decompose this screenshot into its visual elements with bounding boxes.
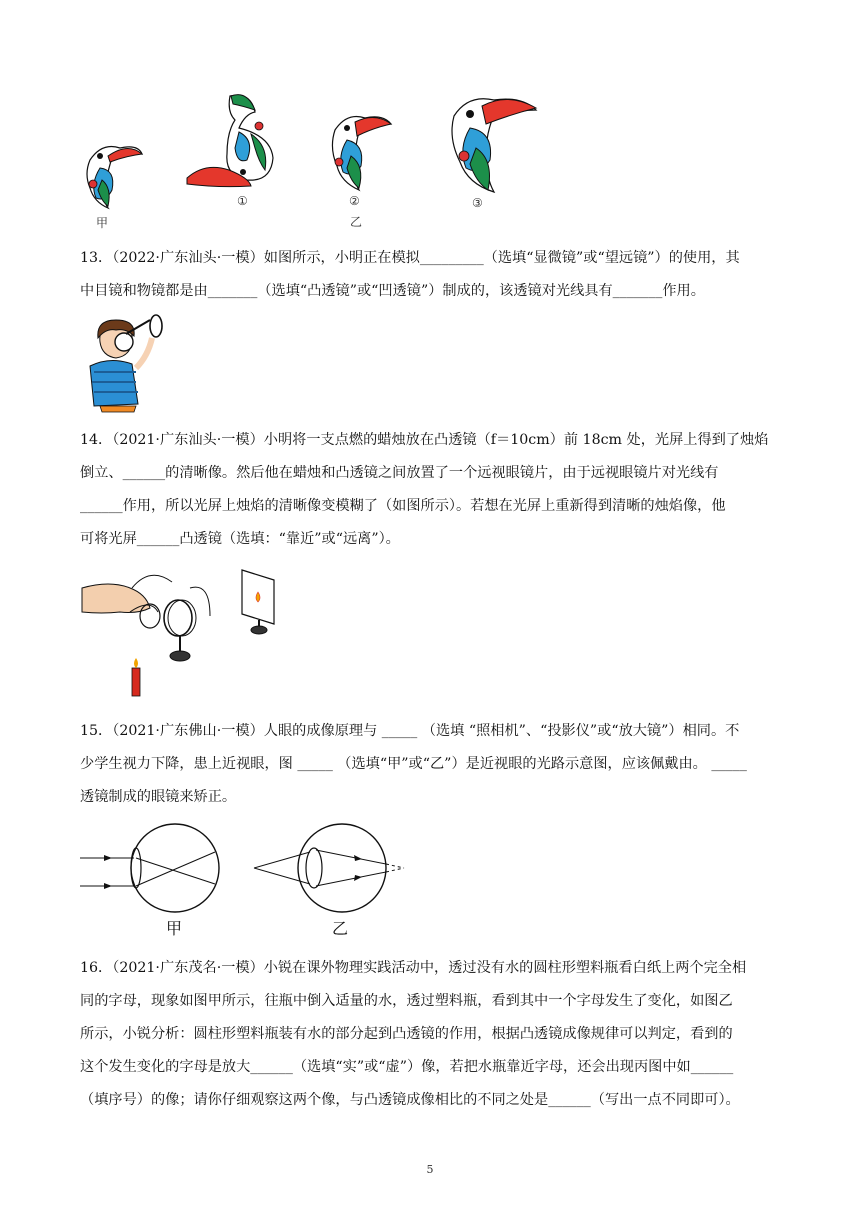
eye-diagram-jia [80, 822, 220, 914]
question-16 [80, 952, 780, 1117]
q16-line-4: 这个发生变化的字母是放大______（选填“实”或“虚”）像，若把水瓶靠近字母，还会出现丙图中如______ [80, 1059, 734, 1075]
bird-figure-3 [442, 92, 538, 194]
q15-line-1: 15．（2021·广东佛山·一模）人眼的成像原理与 _____ （选填 “照相机”、“投影仪”或“放大镜”）相同。不 [80, 723, 740, 739]
boy-with-lenses-figure [80, 316, 170, 412]
q15-line-3: 透镜制成的眼镜来矫正。 [80, 789, 237, 805]
q14-line-2: 倒立、______的清晰像。然后他在蜡烛和凸透镜之间放置了一个远视眼镜片，由于远视眼镜片对光线有 [80, 465, 719, 481]
question-13 [80, 242, 780, 308]
q13-line-1: 13．（2022·广东汕头·一模）如图所示，小明正在模拟_________（选填“显微镜”或“望远镜”）的使用，其 [80, 250, 740, 266]
q14-line-1: 14．（2021·广东汕头·一模）小明将一支点燃的蜡烛放在凸透镜（f＝10cm）前 18cm 处，光屏上得到了烛焰 [80, 432, 769, 448]
question-14 [80, 424, 780, 556]
bird-figure-yi [325, 110, 395, 192]
q14-line-3: ______作用，所以光屏上烛焰的清晰像变模糊了（如图所示）。若想在光屏上重新得到清晰的烛焰像，他 [80, 498, 726, 514]
label-jia-q12: 甲 [96, 216, 109, 230]
candle-lens-screen-figure [80, 568, 300, 698]
page-number: 5 [426, 1163, 434, 1176]
q13-line-2: 中目镜和物镜都是由_______（选填“凸透镜”或“凹透镜”）制成的，该透镜对光线具有_______作用。 [80, 283, 705, 299]
q16-line-1: 16．（2021·广东茂名·一模）小锐在课外物理实践活动中，透过没有水的圆柱形塑料瓶看白纸上两个完全相 [80, 960, 747, 976]
eye-diagram-yi [252, 822, 412, 914]
label-yi-q15: 乙 [332, 919, 349, 938]
q15-line-2: 少学生视力下降，患上近视眼，图 _____ （选填“甲”或“乙”）是近视眼的光路示意图，应该佩戴由。 _____ [80, 756, 747, 772]
label-jia-q15: 甲 [166, 919, 183, 938]
label-1-q12: ① [237, 194, 248, 208]
q16-line-2: 同的字母，现象如图甲所示，往瓶中倒入适量的水，透过塑料瓶，看到其中一个字母发生了变化，如图乙 [80, 993, 733, 1009]
bird-figure-1 [185, 92, 280, 192]
q16-line-5: （填序号）的像；请你仔细观察这两个像，与凸透镜成像相比的不同之处是______（写出一点不同即可）。 [80, 1092, 740, 1108]
question-15 [80, 715, 780, 814]
label-3-q12: ③ [472, 196, 483, 210]
bird-figure-jia [80, 140, 145, 210]
q16-line-3: 所示，小锐分析：圆柱形塑料瓶装有水的部分起到凸透镜的作用，根据凸透镜成像规律可以判定，看到的 [80, 1026, 733, 1042]
q14-line-4: 可将光屏______凸透镜（选填：“靠近”或“远离”）。 [80, 531, 400, 547]
label-2-q12: ② [349, 194, 360, 208]
label-yi-q12: 乙 [350, 215, 363, 229]
